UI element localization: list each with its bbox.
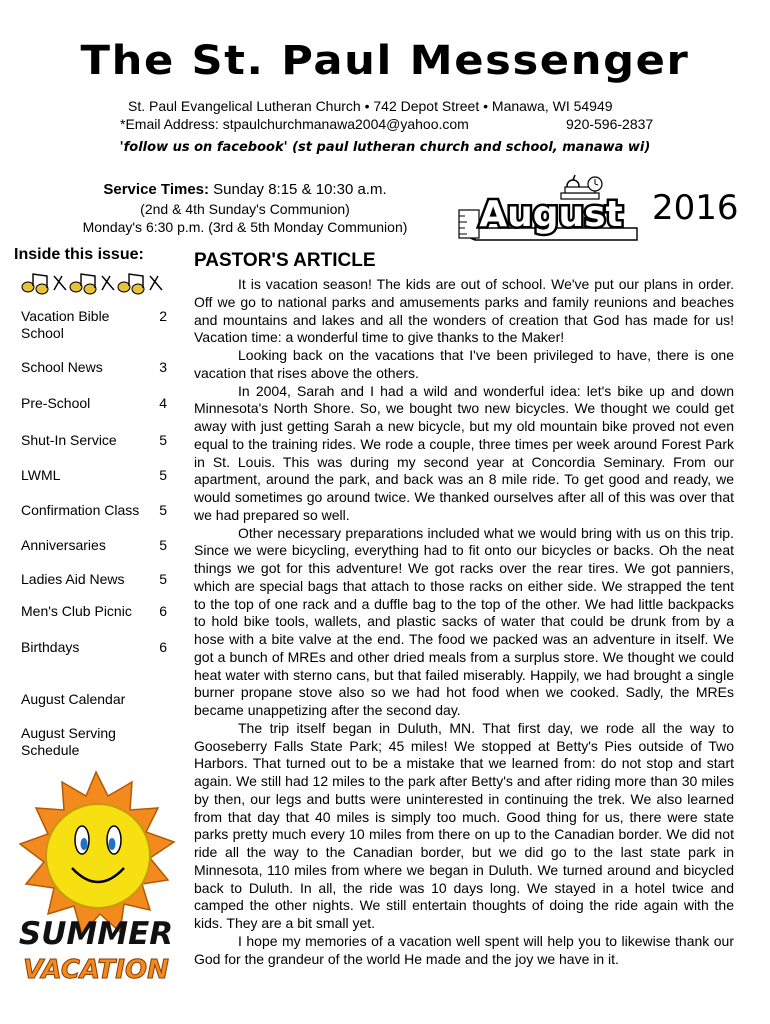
email-address: *Email Address: stpaulchurchmanawa2004@yahoo.com	[120, 116, 469, 132]
toc-page: 6	[159, 639, 167, 655]
inside-issue-title: Inside this issue:	[14, 246, 144, 263]
august-banner-text: August	[479, 194, 623, 235]
toc-page: 5	[159, 432, 167, 448]
phone-number: 920-596-2837	[566, 116, 654, 132]
toc-page: 3	[159, 359, 167, 375]
service-hours: Sunday 8:15 & 10:30 a.m.	[209, 181, 387, 198]
toc-item[interactable]	[21, 359, 167, 376]
toc-item[interactable]	[21, 603, 167, 620]
toc-item[interactable]	[21, 308, 167, 342]
august-banner-graphic	[455, 170, 645, 250]
toc-page: 5	[159, 502, 167, 518]
toc-item[interactable]	[21, 395, 167, 412]
toc-label: Anniversaries	[21, 537, 106, 553]
toc-label: Men's Club Picnic	[21, 603, 132, 619]
toc-label: Confirmation Class	[21, 502, 140, 518]
toc-item[interactable]	[21, 725, 167, 759]
toc-item[interactable]	[21, 639, 167, 656]
toc-item[interactable]	[21, 571, 167, 588]
summer-text: SUMMER	[18, 916, 174, 952]
summer-vacation-logo	[8, 768, 184, 990]
vacation-text: VACATION	[23, 955, 169, 985]
toc-page: 5	[159, 467, 167, 483]
toc-page: 5	[159, 571, 167, 587]
article-title: PASTOR'S ARTICLE	[194, 250, 376, 271]
toc-page: 5	[159, 537, 167, 553]
facebook-note: 'follow us on facebook' (st paul lutheran church and school, manawa wi)	[119, 140, 651, 155]
toc-item[interactable]	[21, 691, 167, 708]
toc-page: 4	[159, 395, 167, 411]
toc-label: Pre-School	[21, 395, 91, 411]
article-paragraph: Other necessary preparations included what we would bring with us on this trip. Since we were bicycling, everything had to fit onto our bicycles or backs. Oh the neat things we got for this adventure! We got racks over the rear tires. We got panniers, which are special bags that attach to those racks on either side. We strapped the tent to the top of one rack and a duffle bag to the top of the other. We had little backpacks to hold bike tools, wallets, and plastic sacks of water that could be drunk from by a hose with a bite valve at the end. The food we packed was an adventure in itself. We got a bunch of MREs and other dried meals from a surplus store. We thought we could heat water with sterno cans, but that failed miserably. Happily, we had brought a single burner propane stove also so we had hot food when we cooked. Sadly, the MREs became unappetizing after the second day.	[194, 524, 734, 718]
article-paragraph: It is vacation season! The kids are out of school. We've put our plans in order. Off we go to national parks and amusements parks and family reunions and beaches and mountains and lakes and all the wonders of creation that God has made for us! Vacation time: a wonderful time to give thanks to the Maker!	[194, 276, 734, 346]
toc-label: Ladies Aid News	[21, 571, 125, 587]
toc-label: LWML	[21, 467, 61, 483]
clock-icon	[588, 177, 602, 191]
article-paragraph: Looking back on the vacations that I've been privileged to have, there is one vacation that rises above the others.	[194, 347, 734, 381]
toc-label: Shut-In Service	[21, 432, 117, 448]
sunday-communion: (2nd & 4th Sunday's Communion)	[140, 201, 350, 217]
article-paragraph: The trip itself began in Duluth, MN. That first day, we rode all the way to Gooseberry Falls State Park; 45 miles! We stopped at Betty's Pies outside of Two Harbors. That turned out to be a mistake that we learned from: do not stop and start again. We still had 12 miles to the park after Betty's and after riding more than 30 miles by then, our legs and butts were uninterested in continuing the trek. We also learned from that day that 40 miles is simply too much. Good thing for us, there were state parks pretty much every 10 miles from there on up to the Canadian border. We did not ride all the way to the Canadian border, but we did go to the last state park in Minnesota, 110 miles from where we began in Duluth. We turned around and bicycled back to Duluth. In all, the ride was 10 days long. We stayed in a hotel twice and camped the other nights. We still entertain thoughts of doing the ride again with the kids. They are a bit small yet.	[194, 719, 734, 931]
music-notes-divider	[14, 270, 166, 296]
toc-label: Vacation Bible School	[21, 308, 110, 341]
toc-label: School News	[21, 359, 103, 375]
toc-item[interactable]	[21, 537, 167, 554]
issue-year: 2016	[652, 188, 739, 228]
toc-label: Birthdays	[21, 639, 80, 655]
ruler-icon	[459, 210, 479, 238]
toc-item[interactable]	[21, 432, 167, 449]
article-paragraph: I hope my memories of a vacation well spent will help you to likewise thank our God for the grandeur of the world He made and the joy we have in it.	[194, 932, 734, 967]
service-label: Service Times:	[103, 181, 209, 198]
toc-label: August Calendar	[21, 691, 126, 707]
service-times	[60, 181, 430, 198]
sun-icon	[20, 772, 174, 934]
monday-communion: Monday's 6:30 p.m. (3rd & 5th Monday Communion)	[82, 219, 408, 235]
toc-item[interactable]	[21, 502, 167, 519]
toc-page: 6	[159, 603, 167, 619]
church-address: St. Paul Evangelical Lutheran Church • 742 Depot Street • Manawa, WI 54949	[128, 98, 613, 114]
newsletter-title: The St. Paul Messenger	[80, 38, 690, 84]
toc-item[interactable]	[21, 467, 167, 484]
toc-label: August Serving Schedule	[21, 725, 116, 758]
article-paragraph: In 2004, Sarah and I had a wild and wonderful idea: let's bike up and down Minnesota's North Shore. So, we bought two new bicycles. We thought we could get away with just getting Sarah a new bicycle, but my old mountain bike proved not even equal to the training rides. We rode a couple, three times per week around Forest Park in St. Louis. This was during my second year at Concordia Seminary. From our apartment, around the park, and back was an 8 mile ride. To get good and ready, we would sometimes go around twice. We thanked ourselves after all of this was over that we had prepared so well.	[194, 382, 734, 523]
toc-page: 2	[159, 308, 167, 324]
article-body	[194, 276, 734, 968]
